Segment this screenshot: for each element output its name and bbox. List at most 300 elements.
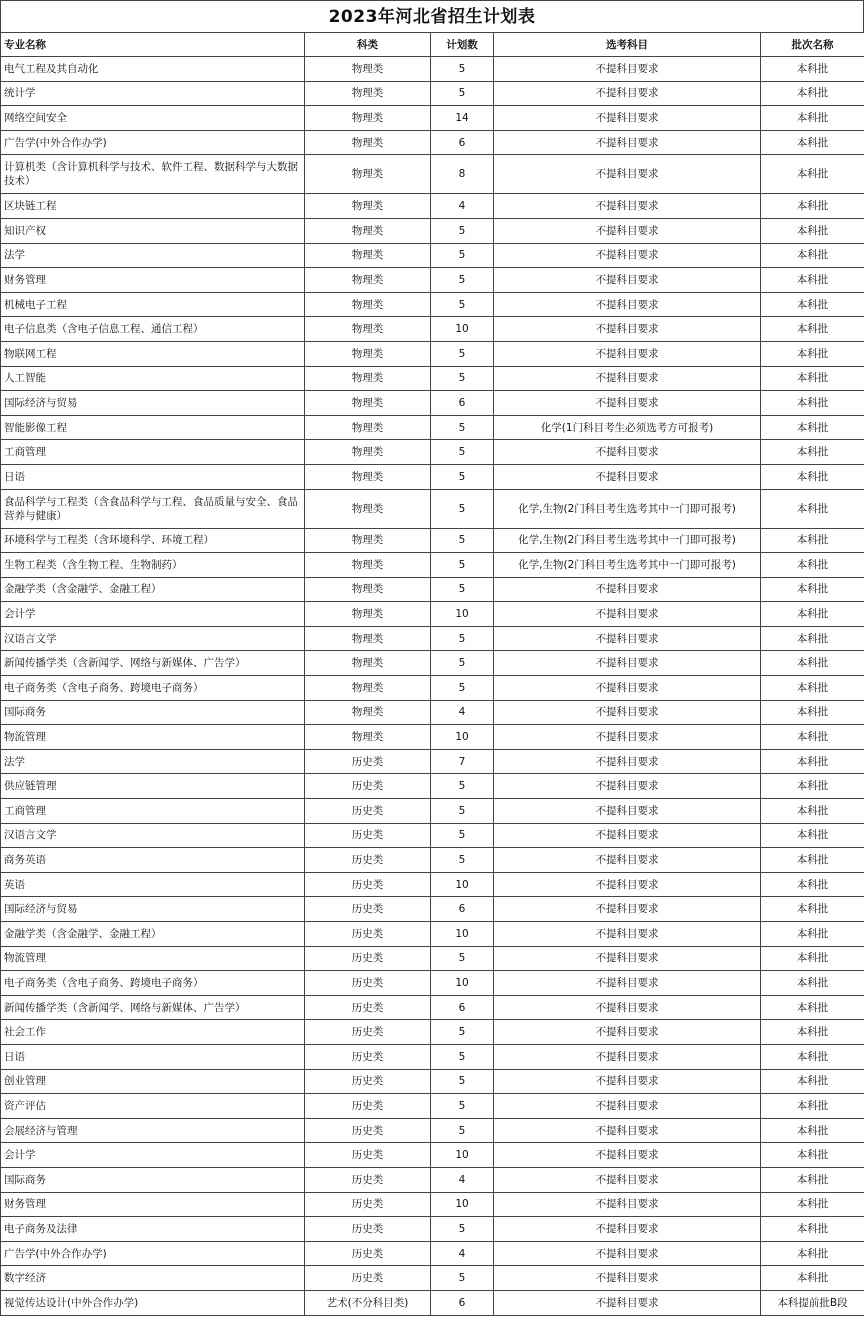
table-row (1, 872, 864, 897)
plan-count-cell: 4 (431, 1167, 494, 1192)
table-row (1, 1266, 864, 1291)
batch-name-cell: 本科批 (761, 749, 864, 774)
plan-count-cell: 5 (431, 1094, 494, 1119)
subject-category-cell: 历史类 (305, 897, 431, 922)
table-row (1, 1020, 864, 1045)
plan-count-cell: 10 (431, 971, 494, 996)
batch-name-cell: 本科批 (761, 1241, 864, 1266)
subject-category-cell: 历史类 (305, 1069, 431, 1094)
plan-count-cell: 5 (431, 946, 494, 971)
plan-count-cell: 5 (431, 528, 494, 553)
elective-subjects-cell: 不提科目要求 (494, 577, 761, 602)
batch-name-cell: 本科批 (761, 1192, 864, 1217)
major-name-cell: 生物工程类（含生物工程、生物制药） (1, 553, 305, 578)
major-name-cell: 汉语言文学 (1, 626, 305, 651)
batch-name-cell: 本科批 (761, 194, 864, 219)
plan-count-cell: 5 (431, 651, 494, 676)
elective-subjects-cell: 不提科目要求 (494, 823, 761, 848)
plan-count-cell: 5 (431, 341, 494, 366)
major-name-cell: 广告学(中外合作办学) (1, 1241, 305, 1266)
batch-name-cell: 本科批 (761, 57, 864, 82)
plan-count-cell: 10 (431, 872, 494, 897)
batch-name-cell: 本科批 (761, 922, 864, 947)
plan-count-cell: 8 (431, 155, 494, 194)
table-row (1, 1094, 864, 1119)
plan-count-cell: 5 (431, 1118, 494, 1143)
subject-category-cell: 物理类 (305, 317, 431, 342)
elective-subjects-cell: 不提科目要求 (494, 1266, 761, 1291)
batch-name-cell: 本科批 (761, 823, 864, 848)
elective-subjects-cell: 不提科目要求 (494, 1118, 761, 1143)
subject-category-cell: 物理类 (305, 106, 431, 131)
batch-name-cell: 本科批 (761, 489, 864, 528)
subject-category-cell: 历史类 (305, 1266, 431, 1291)
major-name-cell: 电子商务及法律 (1, 1217, 305, 1242)
subject-category-cell: 历史类 (305, 749, 431, 774)
table-row (1, 292, 864, 317)
batch-name-cell: 本科批 (761, 626, 864, 651)
major-name-cell: 网络空间安全 (1, 106, 305, 131)
subject-category-cell: 物理类 (305, 292, 431, 317)
subject-category-cell: 物理类 (305, 602, 431, 627)
batch-name-cell: 本科批 (761, 971, 864, 996)
batch-name-cell: 本科批 (761, 553, 864, 578)
elective-subjects-cell: 不提科目要求 (494, 1290, 761, 1315)
batch-name-cell: 本科批 (761, 528, 864, 553)
subject-category-cell: 历史类 (305, 1094, 431, 1119)
table-row (1, 194, 864, 219)
table-row (1, 415, 864, 440)
table-row (1, 218, 864, 243)
elective-subjects-cell: 不提科目要求 (494, 725, 761, 750)
major-name-cell: 英语 (1, 872, 305, 897)
batch-name-cell: 本科提前批B段 (761, 1290, 864, 1315)
subject-category-cell: 历史类 (305, 1167, 431, 1192)
batch-name-cell: 本科批 (761, 676, 864, 701)
subject-category-cell: 历史类 (305, 872, 431, 897)
plan-count-cell: 5 (431, 464, 494, 489)
elective-subjects-cell: 化学,生物(2门科目考生选考其中一门即可报考) (494, 528, 761, 553)
elective-subjects-cell: 不提科目要求 (494, 1143, 761, 1168)
elective-subjects-cell: 不提科目要求 (494, 292, 761, 317)
batch-name-cell: 本科批 (761, 1118, 864, 1143)
subject-category-cell: 历史类 (305, 823, 431, 848)
table-row (1, 971, 864, 996)
elective-subjects-cell: 不提科目要求 (494, 971, 761, 996)
major-name-cell: 财务管理 (1, 1192, 305, 1217)
table-row (1, 243, 864, 268)
major-name-cell: 法学 (1, 243, 305, 268)
major-name-cell: 环境科学与工程类（含环境科学、环境工程） (1, 528, 305, 553)
table-row (1, 528, 864, 553)
batch-name-cell: 本科批 (761, 218, 864, 243)
batch-name-cell: 本科批 (761, 341, 864, 366)
batch-name-cell: 本科批 (761, 651, 864, 676)
plan-count-cell: 5 (431, 774, 494, 799)
elective-subjects-cell: 不提科目要求 (494, 1020, 761, 1045)
elective-subjects-cell: 不提科目要求 (494, 626, 761, 651)
subject-category-cell: 历史类 (305, 1217, 431, 1242)
table-row (1, 489, 864, 528)
plan-count-cell: 10 (431, 1192, 494, 1217)
table-row (1, 602, 864, 627)
subject-category-cell: 历史类 (305, 1241, 431, 1266)
major-name-cell: 供应链管理 (1, 774, 305, 799)
header-batch-name: 批次名称 (761, 33, 864, 57)
subject-category-cell: 艺术(不分科目类) (305, 1290, 431, 1315)
elective-subjects-cell: 不提科目要求 (494, 317, 761, 342)
subject-category-cell: 物理类 (305, 218, 431, 243)
elective-subjects-cell: 不提科目要求 (494, 848, 761, 873)
subject-category-cell: 物理类 (305, 268, 431, 293)
table-row (1, 366, 864, 391)
table-row (1, 155, 864, 194)
subject-category-cell: 物理类 (305, 464, 431, 489)
subject-category-cell: 物理类 (305, 415, 431, 440)
admission-plan-table (0, 32, 864, 1316)
batch-name-cell: 本科批 (761, 1044, 864, 1069)
major-name-cell: 食品科学与工程类（含食品科学与工程、食品质量与安全、食品营养与健康） (1, 489, 305, 528)
major-name-cell: 人工智能 (1, 366, 305, 391)
subject-category-cell: 物理类 (305, 440, 431, 465)
elective-subjects-cell: 不提科目要求 (494, 194, 761, 219)
major-name-cell: 日语 (1, 1044, 305, 1069)
header-subject-category: 科类 (305, 33, 431, 57)
plan-count-cell: 4 (431, 194, 494, 219)
elective-subjects-cell: 不提科目要求 (494, 366, 761, 391)
elective-subjects-cell: 不提科目要求 (494, 602, 761, 627)
subject-category-cell: 物理类 (305, 725, 431, 750)
elective-subjects-cell: 不提科目要求 (494, 995, 761, 1020)
table-row (1, 464, 864, 489)
elective-subjects-cell: 不提科目要求 (494, 341, 761, 366)
subject-category-cell: 物理类 (305, 528, 431, 553)
batch-name-cell: 本科批 (761, 366, 864, 391)
table-row (1, 946, 864, 971)
major-name-cell: 物流管理 (1, 725, 305, 750)
plan-count-cell: 5 (431, 1044, 494, 1069)
elective-subjects-cell: 不提科目要求 (494, 57, 761, 82)
major-name-cell: 电子商务类（含电子商务、跨境电子商务） (1, 971, 305, 996)
elective-subjects-cell: 不提科目要求 (494, 946, 761, 971)
plan-count-cell: 5 (431, 243, 494, 268)
subject-category-cell: 历史类 (305, 946, 431, 971)
subject-category-cell: 历史类 (305, 922, 431, 947)
subject-category-cell: 历史类 (305, 848, 431, 873)
table-row (1, 897, 864, 922)
major-name-cell: 电子商务类（含电子商务、跨境电子商务） (1, 676, 305, 701)
batch-name-cell: 本科批 (761, 946, 864, 971)
table-row (1, 1118, 864, 1143)
header-plan-count: 计划数 (431, 33, 494, 57)
batch-name-cell: 本科批 (761, 268, 864, 293)
elective-subjects-cell: 不提科目要求 (494, 268, 761, 293)
major-name-cell: 金融学类（含金融学、金融工程） (1, 922, 305, 947)
header-major-name: 专业名称 (1, 33, 305, 57)
plan-count-cell: 5 (431, 626, 494, 651)
elective-subjects-cell: 不提科目要求 (494, 897, 761, 922)
elective-subjects-cell: 不提科目要求 (494, 1044, 761, 1069)
batch-name-cell: 本科批 (761, 81, 864, 106)
elective-subjects-cell: 不提科目要求 (494, 1167, 761, 1192)
batch-name-cell: 本科批 (761, 317, 864, 342)
elective-subjects-cell: 不提科目要求 (494, 243, 761, 268)
table-row (1, 823, 864, 848)
plan-count-cell: 5 (431, 1266, 494, 1291)
plan-count-cell: 5 (431, 218, 494, 243)
plan-count-cell: 5 (431, 292, 494, 317)
major-name-cell: 国际经济与贸易 (1, 897, 305, 922)
major-name-cell: 视觉传达设计(中外合作办学) (1, 1290, 305, 1315)
subject-category-cell: 物理类 (305, 676, 431, 701)
plan-count-cell: 6 (431, 897, 494, 922)
elective-subjects-cell: 化学,生物(2门科目考生选考其中一门即可报考) (494, 489, 761, 528)
plan-count-cell: 5 (431, 81, 494, 106)
batch-name-cell: 本科批 (761, 1069, 864, 1094)
elective-subjects-cell: 不提科目要求 (494, 1217, 761, 1242)
elective-subjects-cell: 不提科目要求 (494, 464, 761, 489)
elective-subjects-cell: 不提科目要求 (494, 799, 761, 824)
batch-name-cell: 本科批 (761, 700, 864, 725)
batch-name-cell: 本科批 (761, 1020, 864, 1045)
major-name-cell: 工商管理 (1, 799, 305, 824)
table-row (1, 848, 864, 873)
subject-category-cell: 物理类 (305, 651, 431, 676)
elective-subjects-cell: 不提科目要求 (494, 1069, 761, 1094)
table-row (1, 317, 864, 342)
plan-count-cell: 6 (431, 391, 494, 416)
batch-name-cell: 本科批 (761, 725, 864, 750)
table-row (1, 391, 864, 416)
subject-category-cell: 物理类 (305, 553, 431, 578)
batch-name-cell: 本科批 (761, 577, 864, 602)
major-name-cell: 物联网工程 (1, 341, 305, 366)
table-row (1, 553, 864, 578)
major-name-cell: 会展经济与管理 (1, 1118, 305, 1143)
batch-name-cell: 本科批 (761, 155, 864, 194)
subject-category-cell: 历史类 (305, 1118, 431, 1143)
table-row (1, 922, 864, 947)
subject-category-cell: 历史类 (305, 799, 431, 824)
batch-name-cell: 本科批 (761, 106, 864, 131)
subject-category-cell: 物理类 (305, 489, 431, 528)
major-name-cell: 计算机类（含计算机科学与技术、软件工程、数据科学与大数据技术） (1, 155, 305, 194)
major-name-cell: 物流管理 (1, 946, 305, 971)
major-name-cell: 国际经济与贸易 (1, 391, 305, 416)
elective-subjects-cell: 不提科目要求 (494, 155, 761, 194)
elective-subjects-cell: 不提科目要求 (494, 130, 761, 155)
batch-name-cell: 本科批 (761, 995, 864, 1020)
batch-name-cell: 本科批 (761, 464, 864, 489)
batch-name-cell: 本科批 (761, 1143, 864, 1168)
table-row (1, 626, 864, 651)
plan-count-cell: 5 (431, 489, 494, 528)
subject-category-cell: 历史类 (305, 1020, 431, 1045)
plan-count-cell: 5 (431, 823, 494, 848)
plan-count-cell: 7 (431, 749, 494, 774)
elective-subjects-cell: 不提科目要求 (494, 106, 761, 131)
plan-count-cell: 5 (431, 848, 494, 873)
table-row (1, 341, 864, 366)
table-row (1, 106, 864, 131)
subject-category-cell: 历史类 (305, 1143, 431, 1168)
header-elective-subjects: 选考科目 (494, 33, 761, 57)
major-name-cell: 法学 (1, 749, 305, 774)
elective-subjects-cell: 不提科目要求 (494, 700, 761, 725)
plan-count-cell: 5 (431, 577, 494, 602)
elective-subjects-cell: 不提科目要求 (494, 922, 761, 947)
plan-count-cell: 10 (431, 922, 494, 947)
elective-subjects-cell: 不提科目要求 (494, 872, 761, 897)
plan-count-cell: 5 (431, 440, 494, 465)
table-row (1, 799, 864, 824)
elective-subjects-cell: 不提科目要求 (494, 391, 761, 416)
subject-category-cell: 物理类 (305, 577, 431, 602)
plan-count-cell: 5 (431, 676, 494, 701)
table-row (1, 81, 864, 106)
subject-category-cell: 历史类 (305, 774, 431, 799)
subject-category-cell: 物理类 (305, 57, 431, 82)
batch-name-cell: 本科批 (761, 1167, 864, 1192)
subject-category-cell: 物理类 (305, 81, 431, 106)
plan-count-cell: 5 (431, 1020, 494, 1045)
major-name-cell: 资产评估 (1, 1094, 305, 1119)
major-name-cell: 社会工作 (1, 1020, 305, 1045)
elective-subjects-cell: 不提科目要求 (494, 1192, 761, 1217)
elective-subjects-cell: 不提科目要求 (494, 774, 761, 799)
table-row (1, 1044, 864, 1069)
elective-subjects-cell: 不提科目要求 (494, 749, 761, 774)
plan-count-cell: 6 (431, 1290, 494, 1315)
elective-subjects-cell: 化学(1门科目考生必须选考方可报考) (494, 415, 761, 440)
subject-category-cell: 物理类 (305, 194, 431, 219)
plan-count-cell: 10 (431, 602, 494, 627)
table-row (1, 1192, 864, 1217)
table-row (1, 130, 864, 155)
major-name-cell: 汉语言文学 (1, 823, 305, 848)
batch-name-cell: 本科批 (761, 292, 864, 317)
table-row (1, 995, 864, 1020)
plan-count-cell: 5 (431, 1217, 494, 1242)
subject-category-cell: 历史类 (305, 1044, 431, 1069)
major-name-cell: 区块链工程 (1, 194, 305, 219)
major-name-cell: 电子信息类（含电子信息工程、通信工程） (1, 317, 305, 342)
subject-category-cell: 物理类 (305, 243, 431, 268)
major-name-cell: 财务管理 (1, 268, 305, 293)
major-name-cell: 新闻传播学类（含新闻学、网络与新媒体、广告学） (1, 995, 305, 1020)
table-row (1, 774, 864, 799)
subject-category-cell: 历史类 (305, 1192, 431, 1217)
table-row (1, 700, 864, 725)
plan-count-cell: 5 (431, 553, 494, 578)
subject-category-cell: 物理类 (305, 366, 431, 391)
major-name-cell: 会计学 (1, 1143, 305, 1168)
major-name-cell: 广告学(中外合作办学) (1, 130, 305, 155)
elective-subjects-cell: 不提科目要求 (494, 651, 761, 676)
batch-name-cell: 本科批 (761, 243, 864, 268)
table-row (1, 676, 864, 701)
batch-name-cell: 本科批 (761, 848, 864, 873)
subject-category-cell: 物理类 (305, 626, 431, 651)
plan-count-cell: 5 (431, 268, 494, 293)
subject-category-cell: 物理类 (305, 391, 431, 416)
batch-name-cell: 本科批 (761, 440, 864, 465)
batch-name-cell: 本科批 (761, 415, 864, 440)
document-title: 2023年河北省招生计划表 (0, 0, 864, 32)
plan-count-cell: 5 (431, 57, 494, 82)
plan-count-cell: 5 (431, 1069, 494, 1094)
batch-name-cell: 本科批 (761, 897, 864, 922)
elective-subjects-cell: 化学,生物(2门科目考生选考其中一门即可报考) (494, 553, 761, 578)
table-row (1, 1217, 864, 1242)
table-row (1, 651, 864, 676)
table-row (1, 1241, 864, 1266)
table-row (1, 1069, 864, 1094)
plan-count-cell: 5 (431, 415, 494, 440)
major-name-cell: 商务英语 (1, 848, 305, 873)
elective-subjects-cell: 不提科目要求 (494, 81, 761, 106)
elective-subjects-cell: 不提科目要求 (494, 218, 761, 243)
major-name-cell: 知识产权 (1, 218, 305, 243)
batch-name-cell: 本科批 (761, 391, 864, 416)
table-row (1, 577, 864, 602)
plan-count-cell: 5 (431, 799, 494, 824)
plan-count-cell: 6 (431, 995, 494, 1020)
subject-category-cell: 物理类 (305, 341, 431, 366)
batch-name-cell: 本科批 (761, 1217, 864, 1242)
major-name-cell: 国际商务 (1, 700, 305, 725)
elective-subjects-cell: 不提科目要求 (494, 676, 761, 701)
major-name-cell: 创业管理 (1, 1069, 305, 1094)
table-row (1, 725, 864, 750)
subject-category-cell: 物理类 (305, 130, 431, 155)
major-name-cell: 新闻传播学类（含新闻学、网络与新媒体、广告学） (1, 651, 305, 676)
batch-name-cell: 本科批 (761, 130, 864, 155)
batch-name-cell: 本科批 (761, 872, 864, 897)
plan-count-cell: 6 (431, 130, 494, 155)
major-name-cell: 会计学 (1, 602, 305, 627)
major-name-cell: 日语 (1, 464, 305, 489)
table-row (1, 1143, 864, 1168)
major-name-cell: 工商管理 (1, 440, 305, 465)
elective-subjects-cell: 不提科目要求 (494, 1094, 761, 1119)
major-name-cell: 金融学类（含金融学、金融工程） (1, 577, 305, 602)
table-header-row (1, 33, 864, 57)
plan-count-cell: 10 (431, 1143, 494, 1168)
plan-count-cell: 10 (431, 317, 494, 342)
table-row (1, 1290, 864, 1315)
subject-category-cell: 历史类 (305, 971, 431, 996)
batch-name-cell: 本科批 (761, 602, 864, 627)
subject-category-cell: 历史类 (305, 995, 431, 1020)
elective-subjects-cell: 不提科目要求 (494, 1241, 761, 1266)
batch-name-cell: 本科批 (761, 1094, 864, 1119)
plan-count-cell: 4 (431, 700, 494, 725)
plan-count-cell: 4 (431, 1241, 494, 1266)
major-name-cell: 机械电子工程 (1, 292, 305, 317)
major-name-cell: 国际商务 (1, 1167, 305, 1192)
table-row (1, 57, 864, 82)
elective-subjects-cell: 不提科目要求 (494, 440, 761, 465)
major-name-cell: 电气工程及其自动化 (1, 57, 305, 82)
plan-count-cell: 14 (431, 106, 494, 131)
batch-name-cell: 本科批 (761, 774, 864, 799)
table-row (1, 1167, 864, 1192)
batch-name-cell: 本科批 (761, 1266, 864, 1291)
major-name-cell: 统计学 (1, 81, 305, 106)
table-row (1, 268, 864, 293)
subject-category-cell: 物理类 (305, 155, 431, 194)
